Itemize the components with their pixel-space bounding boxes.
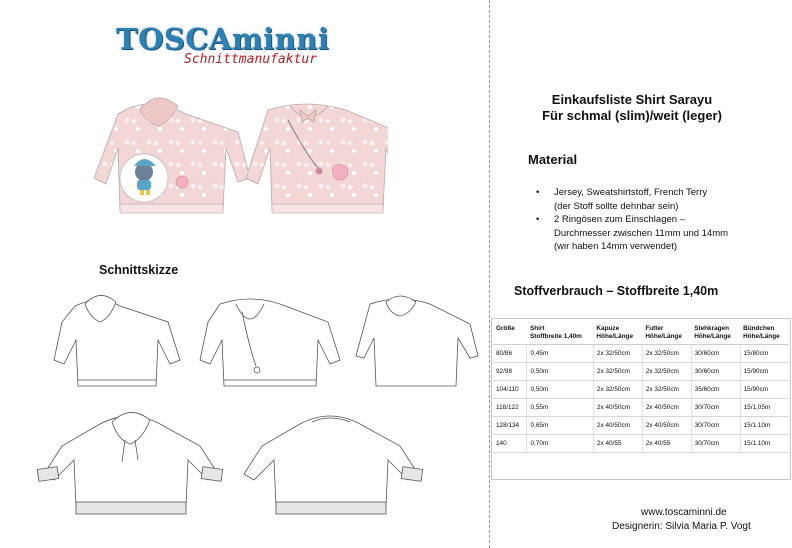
table-cell: 30/70cm [691, 417, 740, 435]
table-cell: 2x 40/55 [642, 435, 691, 453]
material-item-text: • Jersey, Sweatshirtstoff, French Terry [554, 187, 708, 198]
table-row [493, 435, 789, 453]
col-header: Futter Höhe/Länge [642, 322, 691, 345]
shirt-illustration-colored [78, 92, 388, 232]
table-cell: 2x 32/50cm [593, 363, 642, 381]
col-header: Größe [493, 322, 527, 345]
table-cell: 30/60cm [691, 363, 740, 381]
table-row [493, 363, 789, 381]
table-cell: 15/1.10m [740, 435, 789, 453]
table-cell: 92/98 [493, 363, 527, 381]
table-cell: 2x 32/50cm [642, 381, 691, 399]
material-item [536, 213, 781, 254]
table-cell: 2x 40/55 [593, 435, 642, 453]
col-header: Kapuze Höhe/Länge [593, 322, 642, 345]
material-item-text: • 2 Ringösen zum Einschlagen – [554, 214, 685, 225]
title-line: Einkaufsliste Shirt Sarayu [551, 92, 713, 107]
table-cell: 2x 32/50cm [593, 381, 642, 399]
table-cell: 2x 40/50cm [593, 399, 642, 417]
shirt-back-colored [246, 104, 388, 213]
table-cell: 30/60cm [691, 345, 740, 363]
table-cell: 0,65m [527, 417, 593, 435]
line-drawings-row-1 [20, 294, 480, 394]
sketch-back-slim [200, 299, 340, 386]
table-cell: 2x 40/50cm [642, 417, 691, 435]
sketch-side-slim [356, 296, 478, 386]
brand-logo [116, 22, 330, 67]
col-header: Shirt Stoffbreite 1,40m [527, 322, 593, 345]
table-cell: 15/1,05m [740, 399, 789, 417]
table-cell: 0,70m [527, 435, 593, 453]
table-row [493, 381, 789, 399]
table-row [493, 399, 789, 417]
col-header: Bündchen Höhe/Länge [740, 322, 789, 345]
sketch-front-wide [37, 412, 222, 514]
logo-wordmark: TOSCAminni [116, 22, 330, 56]
table-cell: 0,50m [527, 363, 593, 381]
col-header: Stehkragen Höhe/Länge [691, 322, 740, 345]
table-cell: 0,45m [527, 345, 593, 363]
material-item [536, 186, 781, 213]
sketch-back-wide [244, 416, 423, 514]
website-link[interactable]: www.toscaminni.de [641, 507, 727, 518]
table-cell: 0,55m [527, 399, 593, 417]
table-cell: 104/110 [493, 381, 527, 399]
table-cell: 30/70cm [691, 399, 740, 417]
table-header-row [493, 322, 789, 345]
table-cell: 15/90cm [740, 363, 789, 381]
table-cell: 15/1.10m [740, 417, 789, 435]
table-cell: 2x 32/50cm [642, 363, 691, 381]
shirt-front-colored [94, 98, 250, 213]
logo-tagline: Schnittmanufaktur [184, 52, 318, 67]
page-divider [489, 0, 490, 548]
fabric-usage-heading: Stoffverbrauch – Stoffbreite 1,40m [514, 284, 719, 298]
table-cell: 80/86 [493, 345, 527, 363]
line-drawings-row-2 [30, 410, 450, 520]
sketch-heading: Schnittskizze [99, 263, 179, 277]
shopping-list-title [522, 92, 742, 124]
subtitle-line: Für schmal (slim)/weit (leger) [542, 108, 722, 123]
material-item-text: (der Stoff sollte dehnbar sein) [554, 200, 679, 212]
table-cell: 15/90cm [740, 381, 789, 399]
table-row [493, 417, 789, 435]
material-item-text: Durchmesser zwischen 11mm und 14mm [554, 227, 729, 239]
sketch-front-slim [54, 295, 180, 386]
table-cell: 140 [493, 435, 527, 453]
table-cell: 15/80cm [740, 345, 789, 363]
table-cell: 35/60cm [691, 381, 740, 399]
table-cell: 0,50m [527, 381, 593, 399]
table-cell: 116/122 [493, 399, 527, 417]
table-cell: 2x 32/50cm [593, 345, 642, 363]
material-list [536, 186, 781, 254]
fabric-table [493, 322, 789, 453]
material-heading: Material [528, 152, 578, 167]
designer-credit: Designerin: Silvia Maria P. Vogt [612, 521, 751, 532]
table-cell: 2x 32/50cm [642, 345, 691, 363]
table-cell: 2x 40/50cm [593, 417, 642, 435]
table-row [493, 345, 789, 363]
table-cell: 30/70cm [691, 435, 740, 453]
table-cell: 128/134 [493, 417, 527, 435]
table-cell: 2x 40/50cm [642, 399, 691, 417]
material-item-text: (wir haben 14mm verwendet) [554, 241, 678, 252]
